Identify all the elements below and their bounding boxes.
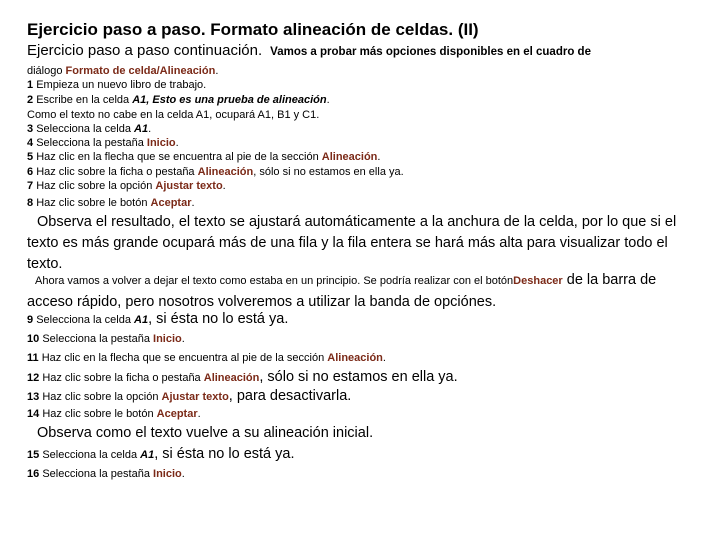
- step-number: 1: [27, 79, 34, 91]
- step-8: [27, 197, 195, 209]
- step-number: 5: [27, 151, 34, 163]
- step-highlight: Inicio: [153, 333, 182, 345]
- step-highlight: Inicio: [153, 468, 182, 480]
- page-title: Ejercicio paso a paso. Formato alineación de celdas. (II): [27, 20, 479, 39]
- subtitle: Ejercicio paso a paso continuación.: [27, 42, 263, 59]
- step-13: [27, 388, 351, 404]
- step-1: [27, 79, 206, 91]
- step-highlight: Alineación: [197, 166, 254, 178]
- step-text: Selecciona la pestaña: [42, 468, 150, 480]
- observe-paragraph-1: Observa el resultado, el texto se ajustará automáticamente a la anchura de la celda, por lo que si el texto es más grande ocupará más de una fila y la fila entera se hará más alta para visualizar todo el texto.: [27, 214, 677, 272]
- step-text: Haz clic sobre le botón: [36, 197, 148, 209]
- step-text: Selecciona la celda: [36, 123, 131, 135]
- step-12: [27, 369, 458, 385]
- undo-text: Ahora vamos a volver a dejar el texto como estaba en un principio. Se podría realizar con el botón: [35, 275, 514, 287]
- intro-text-b: diálogo: [27, 65, 63, 77]
- step-tail: , sólo si no estamos en ella ya.: [253, 166, 404, 178]
- step-text: Selecciona la pestaña: [36, 137, 144, 149]
- step-7: [27, 180, 226, 192]
- step-text: Haz clic sobre le botón: [42, 408, 154, 420]
- step-number: 3: [27, 123, 34, 135]
- step-tail: , para desactivarla.: [228, 388, 352, 404]
- step-number: 10: [27, 333, 40, 345]
- step-5: [27, 151, 380, 163]
- step-6: [27, 166, 404, 178]
- step-punct: .: [377, 151, 381, 163]
- step-number: 6: [27, 166, 34, 178]
- step-punct: .: [181, 333, 185, 345]
- step-16: [27, 468, 185, 480]
- cell-ref: A1: [134, 314, 149, 326]
- step-9: [27, 311, 288, 327]
- step-highlight: Aceptar: [156, 408, 198, 420]
- step-number: 14: [27, 408, 40, 420]
- step-text: Selecciona la celda: [36, 314, 131, 326]
- step-highlight: Alineación: [203, 372, 260, 384]
- step-text: Empieza un nuevo libro de trabajo.: [36, 79, 207, 91]
- cell-ref: A1: [140, 449, 155, 461]
- step-highlight: Inicio: [146, 137, 176, 149]
- step-text: Haz clic en la flecha que se encuentra al pie de la sección: [36, 151, 319, 163]
- step-highlight: Alineación: [321, 151, 378, 163]
- step-highlight: Ajustar texto: [155, 180, 223, 192]
- step-punct: .: [197, 408, 201, 420]
- step-text: Haz clic sobre la ficha o pestaña: [36, 166, 195, 178]
- subtitle-row: [27, 42, 591, 59]
- observe-paragraph-2: Observa como el texto vuelve a su alineación inicial.: [37, 425, 374, 441]
- step-text: Selecciona la celda: [42, 449, 138, 461]
- step-11: [27, 352, 386, 364]
- step-punct: .: [382, 352, 386, 364]
- step-emphasis: , Esto es una prueba de alineación: [146, 94, 327, 106]
- step-number: 13: [27, 391, 40, 403]
- step-4: [27, 137, 179, 149]
- step-text: Haz clic en la flecha que se encuentra al pie de la sección: [41, 352, 325, 364]
- step-15: [27, 446, 294, 462]
- step-number: 2: [27, 94, 34, 106]
- step-tail: , sólo si no estamos en ella ya.: [259, 369, 458, 385]
- step-number: 7: [27, 180, 34, 192]
- step-punct: .: [326, 94, 330, 106]
- step-tail: , si ésta no lo está ya.: [148, 311, 289, 327]
- step-number: 4: [27, 137, 34, 149]
- step-tail: , si ésta no lo está ya.: [154, 446, 295, 462]
- step-number: 15: [27, 449, 40, 461]
- step-highlight: Alineación: [327, 352, 383, 364]
- step-number: 8: [27, 197, 34, 209]
- step-text: Haz clic sobre la opción: [36, 180, 153, 192]
- step-text: Haz clic sobre la opción: [42, 391, 159, 403]
- cell-ref: A1: [132, 94, 147, 106]
- step-punct: .: [222, 180, 226, 192]
- cell-ref: A1: [134, 123, 149, 135]
- note-c1: Como el texto no cabe en la celda A1, ocupará A1, B1 y C1.: [27, 109, 320, 121]
- step-text: Haz clic sobre la ficha o pestaña: [42, 372, 201, 384]
- step-number: 9: [27, 314, 34, 326]
- step-punct: .: [175, 137, 179, 149]
- step-highlight: Ajustar texto: [161, 391, 229, 403]
- step-number: 12: [27, 372, 40, 384]
- step-highlight: Aceptar: [150, 197, 192, 209]
- step-2: [27, 94, 330, 106]
- step-punct: .: [191, 197, 195, 209]
- step-number: 16: [27, 468, 40, 480]
- step-punct: .: [181, 468, 185, 480]
- step-14: [27, 408, 201, 420]
- undo-text-b: de la barra de acceso rápido, pero nosotros volveremos a utilizar la banda de opciónes.: [27, 272, 657, 310]
- intro-line-2: diálogo Formato de celda/Alineación.: [27, 65, 219, 77]
- intro-text: Vamos a probar más opciones disponibles en el cuadro de: [270, 46, 591, 58]
- undo-paragraph: [27, 270, 687, 313]
- step-10: [27, 333, 185, 345]
- step-text: Escribe en la celda: [36, 94, 130, 106]
- undo-highlight: Deshacer: [513, 275, 563, 287]
- step-3: [27, 123, 151, 135]
- step-text: Selecciona la pestaña: [42, 333, 150, 345]
- intro-highlight: Formato de celda/Alineación: [65, 65, 216, 77]
- step-number: 11: [27, 352, 39, 364]
- step-punct: .: [148, 123, 152, 135]
